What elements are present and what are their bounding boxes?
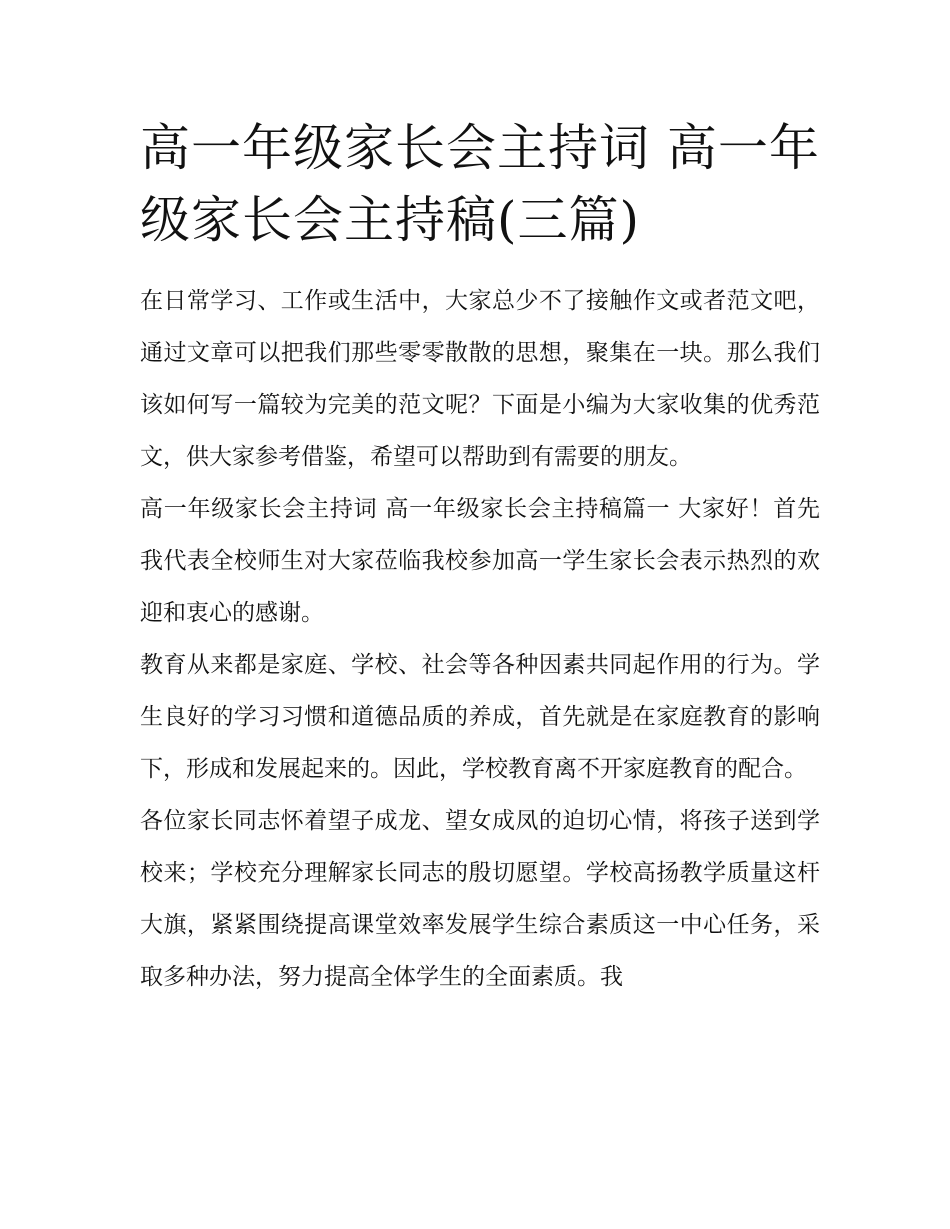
paragraph-greeting: 高一年级家长会主持词 高一年级家长会主持稿篇一 大家好！首先我代表全校师生对大家莅临我校参加高一学生家长会表示热烈的欢迎和衷心的感谢。 — [140, 496, 820, 626]
paragraph-intro: 在日常学习、工作或生活中，大家总少不了接触作文或者范文吧，通过文章可以把我们那些零零散散的思想，聚集在一块。那么我们该如何写一篇较为完美的范文呢？下面是小编为大家收集的优秀范文，供大家参考借鉴，希望可以帮助到有需要的朋友。 — [140, 288, 820, 470]
document-title: 高一年级家长会主持词 高一年级家长会主持稿(三篇) — [140, 119, 820, 249]
paragraph-education: 教育从来都是家庭、学校、社会等各种因素共同起作用的行为。学生良好的学习习惯和道德品质的养成，首先就是在家庭教育的影响下，形成和发展起来的。因此，学校教育离不开家庭教育的配合。 — [140, 652, 820, 782]
document-body — [140, 275, 820, 1003]
paragraph-parents: 各位家长同志怀着望子成龙、望女成凤的迫切心情，将孩子送到学校来；学校充分理解家长同志的殷切愿望。学校高扬教学质量这杆大旗，紧紧围绕提高课堂效率发展学生综合素质这一中心任务，采取多种办法，努力提高全体学生的全面素质。我 — [140, 808, 820, 990]
